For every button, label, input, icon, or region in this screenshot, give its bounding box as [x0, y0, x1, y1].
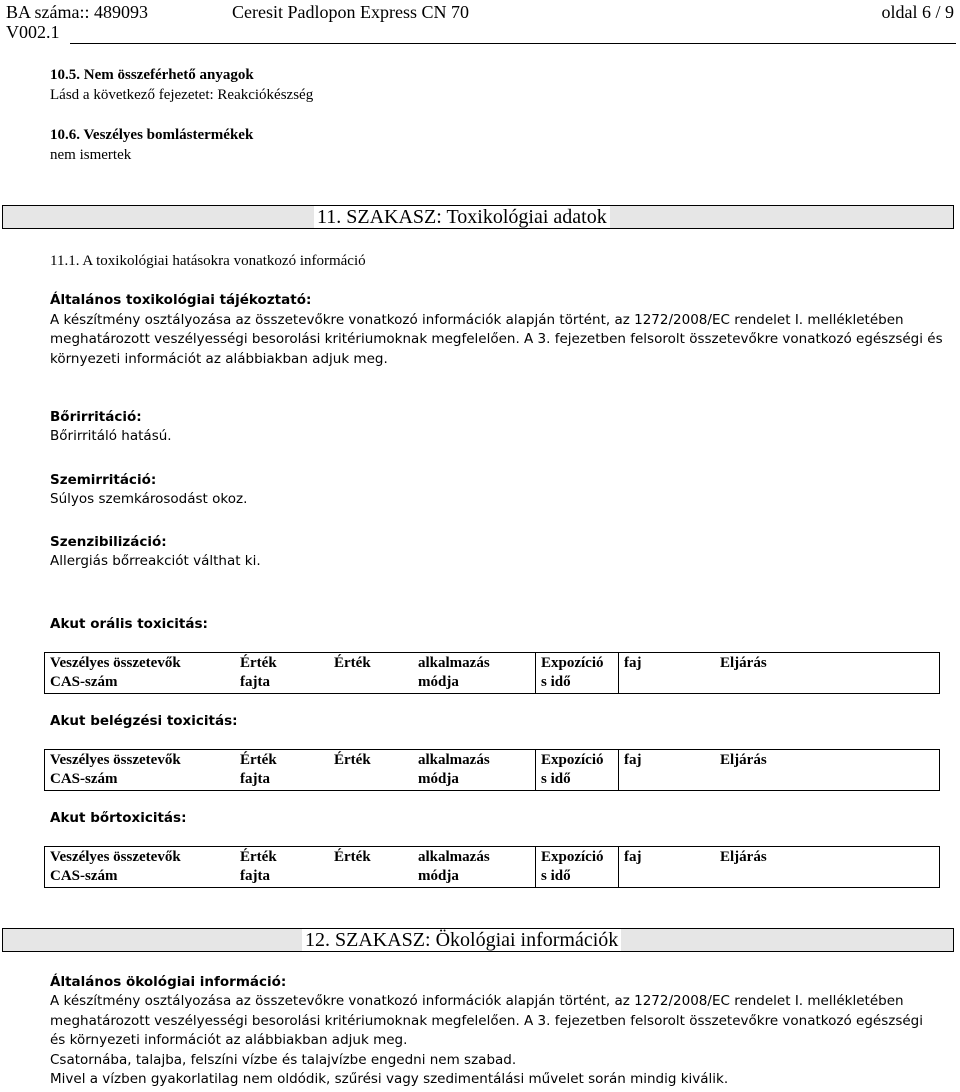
- col-value: Érték: [329, 847, 413, 888]
- section-12-title: 12. SZAKASZ: Ökológiai információk: [302, 929, 621, 951]
- skin-irritation-heading: Bőrirritáció:: [50, 409, 142, 425]
- table-header-row: [45, 750, 940, 791]
- table-header-row: [45, 847, 940, 888]
- header-divider: [70, 43, 956, 44]
- eco-text-line-4: Csatornába, talajba, felszíni vízbe és talajvízbe engedni nem szabad.: [50, 1052, 517, 1068]
- col-species: faj: [619, 847, 716, 888]
- col-method: Eljárás: [715, 847, 940, 888]
- col-component: Veszélyes összetevők CAS-szám: [45, 847, 236, 888]
- section-11-title: 11. SZAKASZ: Toxikológiai adatok: [314, 206, 610, 228]
- general-tox-heading: Általános toxikológiai tájékoztató:: [50, 292, 312, 308]
- col-route: alkalmazás módja: [413, 847, 536, 888]
- dermal-toxicity-heading: Akut bőrtoxicitás:: [50, 810, 187, 826]
- sensitization-text: Allergiás bőrreakciót válthat ki.: [50, 553, 261, 569]
- eco-text-line-3: és környezeti információt az alábbiakban adjuk meg.: [50, 1032, 408, 1048]
- col-value-type: Érték fajta: [235, 653, 329, 694]
- col-component: Veszélyes összetevők CAS-szám: [45, 653, 236, 694]
- dermal-toxicity-table: [44, 846, 940, 888]
- col-value-type: Érték fajta: [235, 750, 329, 791]
- heading-10-5: 10.5. Nem összeférhető anyagok: [50, 67, 254, 83]
- skin-irritation-text: Bőrirritáló hatású.: [50, 428, 172, 444]
- text-10-5: Lásd a következő fejezetet: Reakciókészség: [50, 87, 314, 103]
- col-species: faj: [619, 653, 716, 694]
- col-exposure: Expozíció s idő: [536, 653, 619, 694]
- col-exposure: Expozíció s idő: [536, 750, 619, 791]
- page-number: oldal 6 / 9: [881, 2, 954, 22]
- eye-irritation-heading: Szemirritáció:: [50, 472, 157, 488]
- oral-toxicity-heading: Akut orális toxicitás:: [50, 616, 208, 632]
- product-name: Ceresit Padlopon Express CN 70: [232, 2, 469, 22]
- col-value: Érték: [329, 653, 413, 694]
- inhalation-toxicity-table: [44, 749, 940, 791]
- col-route: alkalmazás módja: [413, 653, 536, 694]
- oral-toxicity-table: [44, 652, 940, 694]
- page-header: [6, 2, 954, 22]
- heading-10-6: 10.6. Veszélyes bomlástermékek: [50, 127, 254, 143]
- table-header-row: [45, 653, 940, 694]
- col-species: faj: [619, 750, 716, 791]
- eco-text-line-5: Mivel a vízben gyakorlatilag nem oldódik, szűrési vagy szedimentálási művelet során mindig kiválik.: [50, 1071, 729, 1087]
- eco-text-line-2: meghatározott veszélyességi besorolási kritériumoknak megfelelően. A 3. fejezetben felsorolt összetevőkre vonatkozó egészségi: [50, 1013, 923, 1029]
- heading-11-1: 11.1. A toxikológiai hatásokra vonatkozó információ: [50, 253, 366, 269]
- eye-irritation-text: Súlyos szemkárosodást okoz.: [50, 491, 248, 507]
- col-exposure: Expozíció s idő: [536, 847, 619, 888]
- col-route: alkalmazás módja: [413, 750, 536, 791]
- col-component: Veszélyes összetevők CAS-szám: [45, 750, 236, 791]
- inhalation-toxicity-heading: Akut belégzési toxicitás:: [50, 713, 238, 729]
- col-method: Eljárás: [715, 653, 940, 694]
- col-value-type: Érték fajta: [235, 847, 329, 888]
- version-label: V002.1: [6, 22, 60, 42]
- col-method: Eljárás: [715, 750, 940, 791]
- document-number: BA száma:: 489093: [6, 2, 148, 22]
- general-eco-heading: Általános ökológiai információ:: [50, 974, 287, 990]
- sensitization-heading: Szenzibilizáció:: [50, 534, 167, 550]
- eco-text-line-1: A készítmény osztályozása az összetevőkre vonatkozó információk alapján történt, az 1272/2008/EC rendelet I. mellékletében: [50, 993, 904, 1009]
- col-value: Érték: [329, 750, 413, 791]
- general-tox-text: A készítmény osztályozása az összetevőkre vonatkozó információk alapján történt, az 1272/2008/EC rendelet I. mellékletében meghatározott veszélyességi besorolási kritériumoknak megfelelően. A 3. fejezetben felsorolt összetevőkre vonatkozó egészségi és környezeti információt az alábbiakban adjuk meg.: [50, 312, 943, 367]
- text-10-6: nem ismertek: [50, 147, 132, 163]
